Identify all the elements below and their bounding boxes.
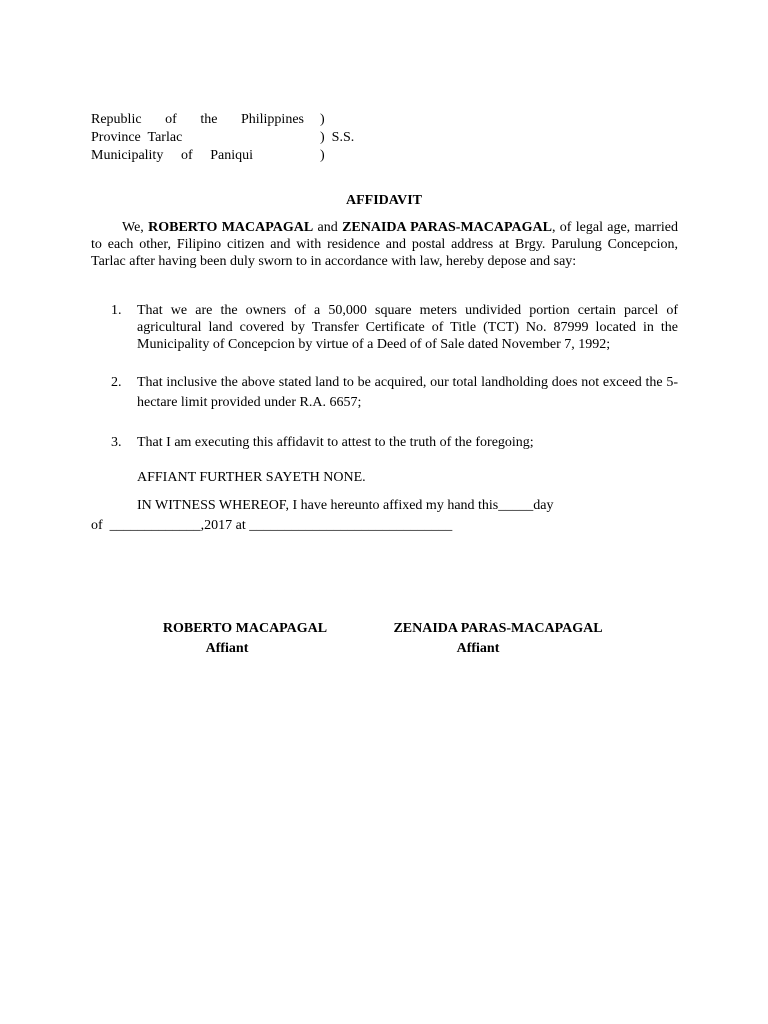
list-item <box>111 302 678 353</box>
witness-line: IN WITNESS WHEREOF, I have hereunto affixed my hand this_____day <box>137 498 554 513</box>
intro-paragraph <box>91 219 678 270</box>
venue-word: Paniqui <box>210 148 253 163</box>
venue-word: of <box>165 112 177 127</box>
venue-line-province <box>91 129 381 147</box>
venue-paren: ) <box>320 148 325 163</box>
signatory-role: Affiant <box>456 641 500 656</box>
witness-date-line: of _____________,2017 at _____________________________ <box>91 518 453 533</box>
item-number: 2. <box>111 375 122 390</box>
item-number: 3. <box>111 435 122 450</box>
intro-and: and <box>313 220 343 235</box>
document-title: AFFIDAVIT <box>346 193 422 208</box>
intro-rest: , of legal age, married to each other, Filipino citizen and with residence and postal address at Brgy. Parulung Concepcion, Tarlac after having been duly sworn to in accordance with law, hereby depose and say: <box>91 220 679 269</box>
item-text: That we are the owners of a 50,000 square meters undivided portion certain parcel of agricultural land covered by Transfer Certificate of Title (TCT) No. 87999 located in the Municipality of Concepcion by virtue of a Deed of of Sale dated November 7, 1992; <box>137 303 678 352</box>
venue-province: Province Tarlac <box>91 130 183 145</box>
affiant-name-2: ZENAIDA PARAS-MACAPAGAL <box>342 220 552 235</box>
item-number: 1. <box>111 303 122 318</box>
venue-word: the <box>200 112 218 127</box>
signature-block-1 <box>150 619 340 659</box>
signatory-name: ZENAIDA PARAS-MACAPAGAL <box>393 621 603 636</box>
venue-ss: ) S.S. <box>320 130 355 145</box>
list-item <box>111 434 678 451</box>
item-text: That inclusive the above stated land to be acquired, our total landholding does not exceed the 5-hectare limit provided under R.A. 6657; <box>137 375 678 410</box>
venue-word: Municipality <box>91 148 164 163</box>
venue-line-municipality <box>91 147 381 165</box>
item-text: That I am executing this affidavit to attest to the truth of the foregoing; <box>137 435 534 450</box>
venue-block <box>91 111 381 165</box>
further-statement: AFFIANT FURTHER SAYETH NONE. <box>137 470 366 485</box>
venue-paren: ) <box>320 112 325 127</box>
venue-line-country <box>91 111 381 129</box>
signatory-role: Affiant <box>205 641 249 656</box>
intro-lead: We, <box>122 220 149 235</box>
venue-word: of <box>180 148 193 163</box>
signature-block-2 <box>380 619 616 659</box>
affiant-name-1: ROBERTO MACAPAGAL <box>148 220 314 235</box>
venue-word: Philippines <box>240 112 304 127</box>
list-item <box>111 373 678 413</box>
signatory-name: ROBERTO MACAPAGAL <box>162 621 328 636</box>
venue-word: Republic <box>91 112 142 127</box>
